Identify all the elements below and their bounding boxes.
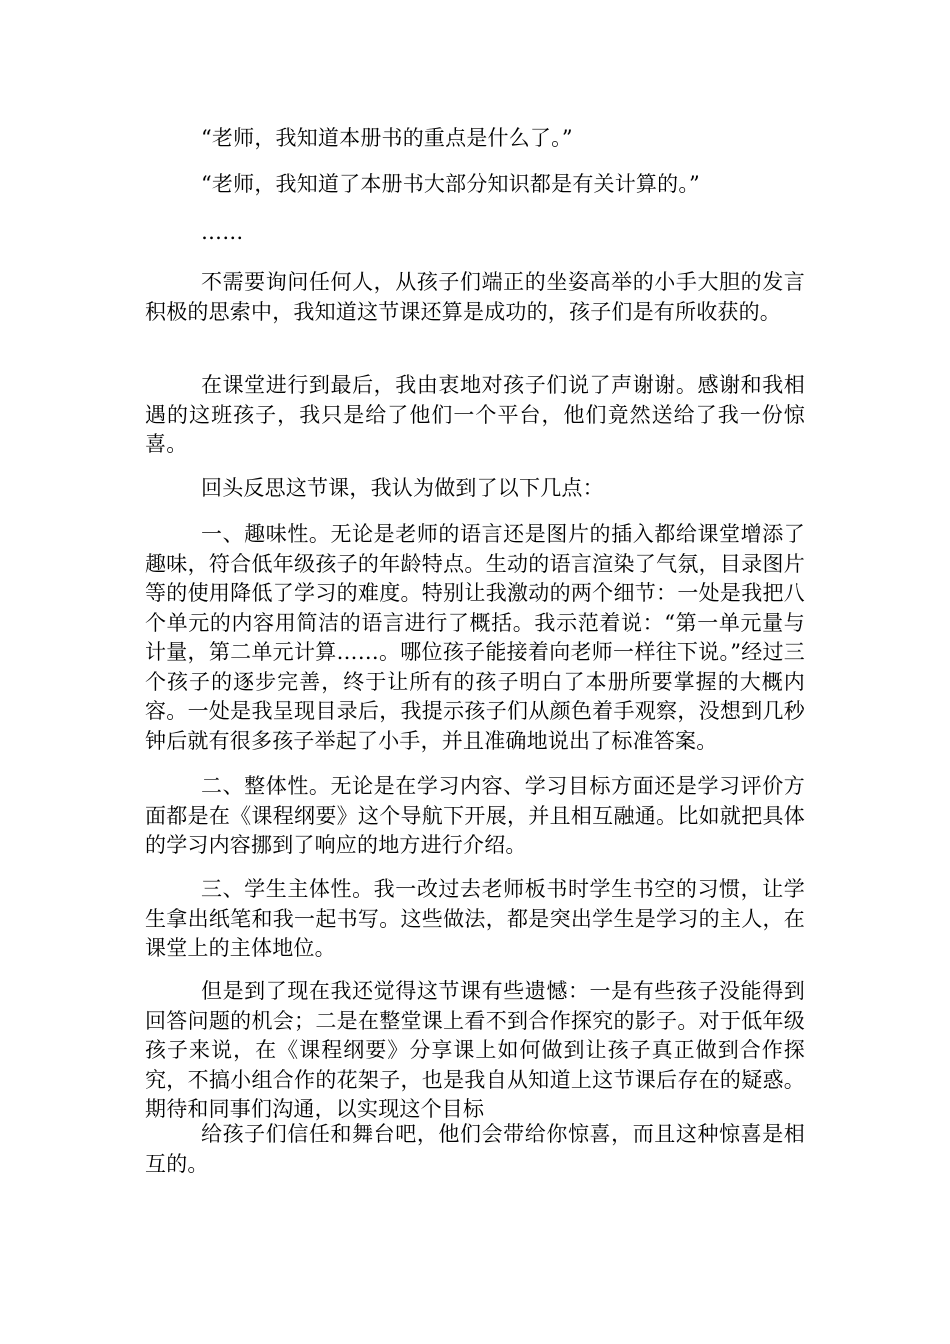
closing-paragraph: 给孩子们信任和舞台吧，他们会带给你惊喜，而且这种惊喜是相互的。 — [145, 1122, 805, 1176]
thanks-paragraph: 在课堂进行到最后，我由衷地对孩子们说了声谢谢。感谢和我相遇的这班孩子，我只是给了他们一个平台，他们竟然送给了我一份惊喜。 — [145, 373, 805, 456]
point-interest-paragraph: 一、趣味性。无论是老师的语言还是图片的插入都给课堂增添了趣味，符合低年级孩子的年龄特点。生动的语言渲染了气氛，目录图片等的使用降低了学习的难度。特别让我激动的两个细节：一处是我把八个单元的内容用简洁的语言进行了概括。我示范着说：“第一单元量与计量，第二单元计算……。哪位孩子能接着向老师一样往下说。”经过三个孩子的逐步完善，终于让所有的孩子明白了本册所要掌握的大概内容。一处是我呈现目录后，我提示孩子们从颜色着手观察，没想到几秒钟后就有很多孩子举起了小手，并且准确地说出了标准答案。 — [145, 522, 805, 753]
point-student-subject-paragraph: 三、学生主体性。我一改过去老师板书时学生书空的习惯，让学生拿出纸笔和我一起书写。这些做法，都是突出学生是学习的主人，在课堂上的主体地位。 — [145, 877, 805, 960]
reflection-intro-paragraph: 回头反思这节课，我认为做到了以下几点： — [201, 476, 604, 500]
ellipsis-paragraph: …… — [201, 220, 244, 244]
reflection-paragraph: 不需要询问任何人，从孩子们端正的坐姿高举的小手大胆的发言积极的思索中，我知道这节课还算是成功的，孩子们是有所收获的。 — [145, 270, 805, 324]
quote-paragraph-1: “老师，我知道本册书的重点是什么了。” — [201, 126, 573, 150]
point-integrity-paragraph: 二、整体性。无论是在学习内容、学习目标方面还是学习评价方面都是在《课程纲要》这个导航下开展，并且相互融通。比如就把具体的学习内容挪到了响应的地方进行介绍。 — [145, 774, 805, 857]
regret-paragraph: 但是到了现在我还觉得这节课有些遗憾：一是有些孩子没能得到回答问题的机会；二是在整堂课上看不到合作探究的影子。对于低年级孩子来说，在《课程纲要》分享课上如何做到让孩子真正做到合作探究，不搞小组合作的花架子，也是我自从知道上这节课后存在的疑惑。期待和同事们沟通，以实现这个目标 — [145, 979, 805, 1121]
quote-paragraph-2: “老师，我知道了本册书大部分知识都是有关计算的。” — [201, 172, 700, 196]
